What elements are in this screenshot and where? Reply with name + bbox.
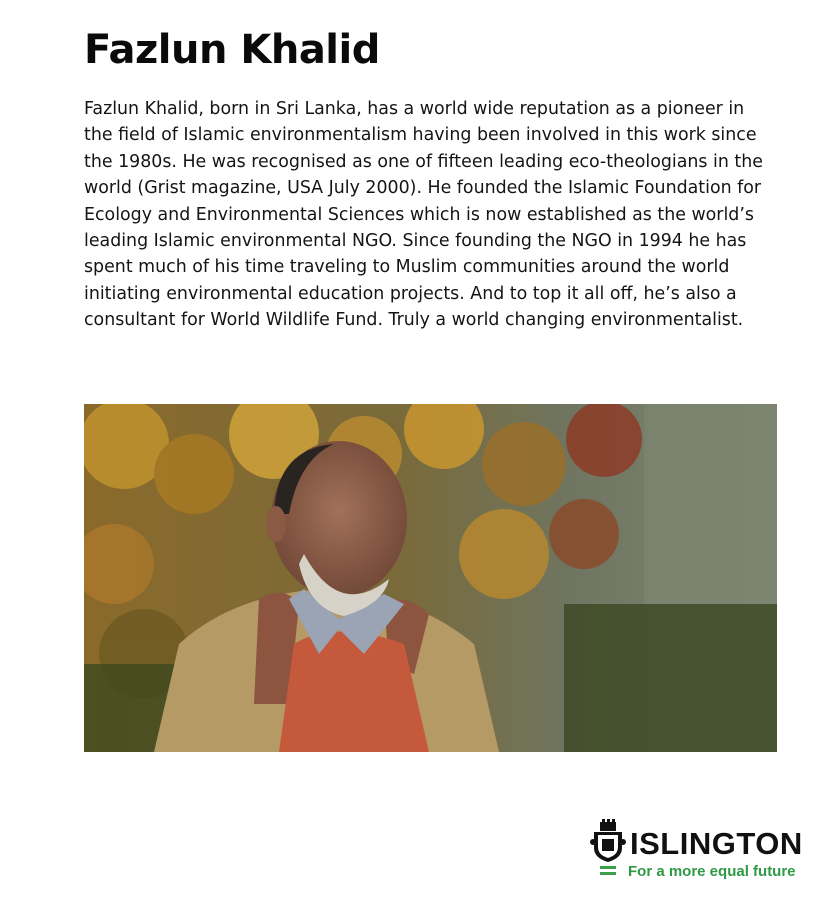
crest-icon [590, 818, 626, 864]
logo-tagline: For a more equal future [628, 863, 796, 880]
biography-text: Fazlun Khalid, born in Sri Lanka, has a world wide reputation as a pioneer in the field of Islamic environmentalism having been involved in this work since the 1980s. He was recognised as one of fifteen leading eco-theologians in the world (Grist magazine, USA July 2000). He founded the Islamic Foundation for Ecology and Environmental Sciences which is now established as the world’s leading Islamic environmental NGO. Since founding the NGO in 1994 he has spent much of his time traveling to Muslim communities around the world initiating environmental education projects. And to top it all off, he’s also a consultant for World Wildlife Fund. Truly a world changing environmentalist. [84, 99, 763, 331]
islington-logo [590, 818, 816, 888]
equals-icon [600, 866, 616, 880]
logo-wordmark: ISLINGTON [630, 826, 803, 861]
page-title: Fazlun Khalid [84, 27, 380, 73]
portrait-photo [84, 404, 777, 752]
